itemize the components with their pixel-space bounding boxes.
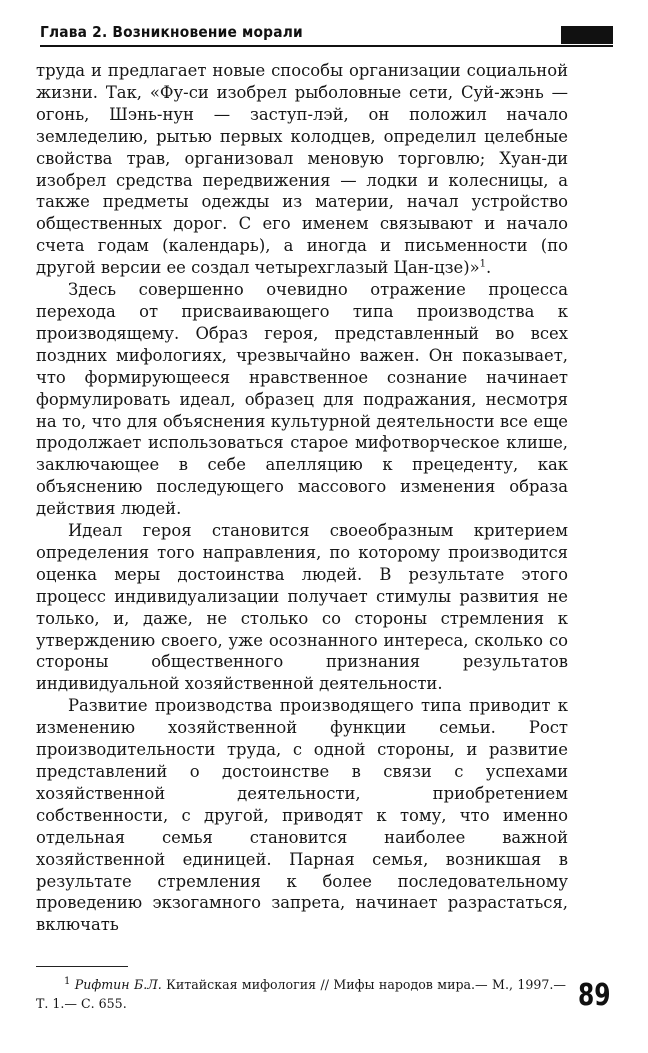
header-rule (40, 45, 613, 47)
running-header (40, 22, 613, 48)
footnote-marker: 1 (64, 975, 71, 987)
main-text (36, 60, 568, 936)
paragraph-2: Здесь совершенно очевидно отражение процесса перехода от присваивающего типа производства к производящему. Образ героя, представленный во всех поздних мифологиях, чрезвычайно важен. Он показывает, что формирующееся нравственное сознание начинает формулировать идеал, образец для подражания, несмотря на то, что для объяснения культурной деятельности все еще продолжает использоваться старое мифотворческое клише, заключающее в себе апелляцию к прецеденту, как объяснению последующего массового изменения образа действия людей. (36, 280, 568, 519)
paragraph-1-text: труда и предлагает новые способы организации социальной жизни. Так, «Фу-си изобрел рыболовные сети, Суй-жэнь — огонь, Шэнь-нун — заступ-лэй, он положил начало земледелию, рытью первых колодцев, определил целебные свойства трав, организовал меновую торговлю; Хуан-ди изобрел средства передвижения — лодки и колесницы, а также предметы одежды из материи, начал устройство общественных дорог. С его именем связывают и начало счета годам (календарь), а иногда и письменности (по другой версии ее создал четырехглазый Цан-цзе)» (36, 61, 568, 278)
paragraph-4: Развитие производства производящего типа приводит к изменению хозяйственной функции семьи. Рост производительности труда, с одной стороны, и развитие представлений о достоинстве в связи с успехами хозяйственной деятельности, приобретением собственности, с другой, приводят к тому, что именно отдельная семья становится наиболее важной хозяйственной единицей. Парная семья, возникшая в результате стремления к более последовательному проведению экзогамного запрета, начинает разрастаться, включать (36, 696, 568, 935)
page-number: 89 (578, 978, 611, 1013)
paragraph-1 (36, 60, 568, 279)
paragraph-3: Идеал героя становится своеобразным критерием определения того направления, по которому производится оценка меры достоинства людей. В результате этого процесс индивидуализации получает стимулы развития не только, и, даже, не столько со стороны стремления к утверждению своего, уже осознанного интереса, сколько со стороны общественного признания результатов индивидуальной хозяйственной деятельности. (36, 521, 568, 694)
footnote-body (36, 975, 566, 1013)
paragraph-1-tail: . (486, 258, 492, 278)
footnote-text: Китайская мифология // Мифы народов мира.— М., 1997.— Т. 1.— С. 655. (36, 977, 566, 1011)
header-black-bar (561, 26, 613, 44)
footnote-reference: 1 (479, 258, 487, 270)
footnote (36, 975, 566, 1013)
footnote-separator (36, 966, 128, 967)
footnote-author: Рифтин Б.Л. (74, 977, 162, 992)
chapter-title: Глава 2. Возникновение морали (40, 23, 303, 41)
